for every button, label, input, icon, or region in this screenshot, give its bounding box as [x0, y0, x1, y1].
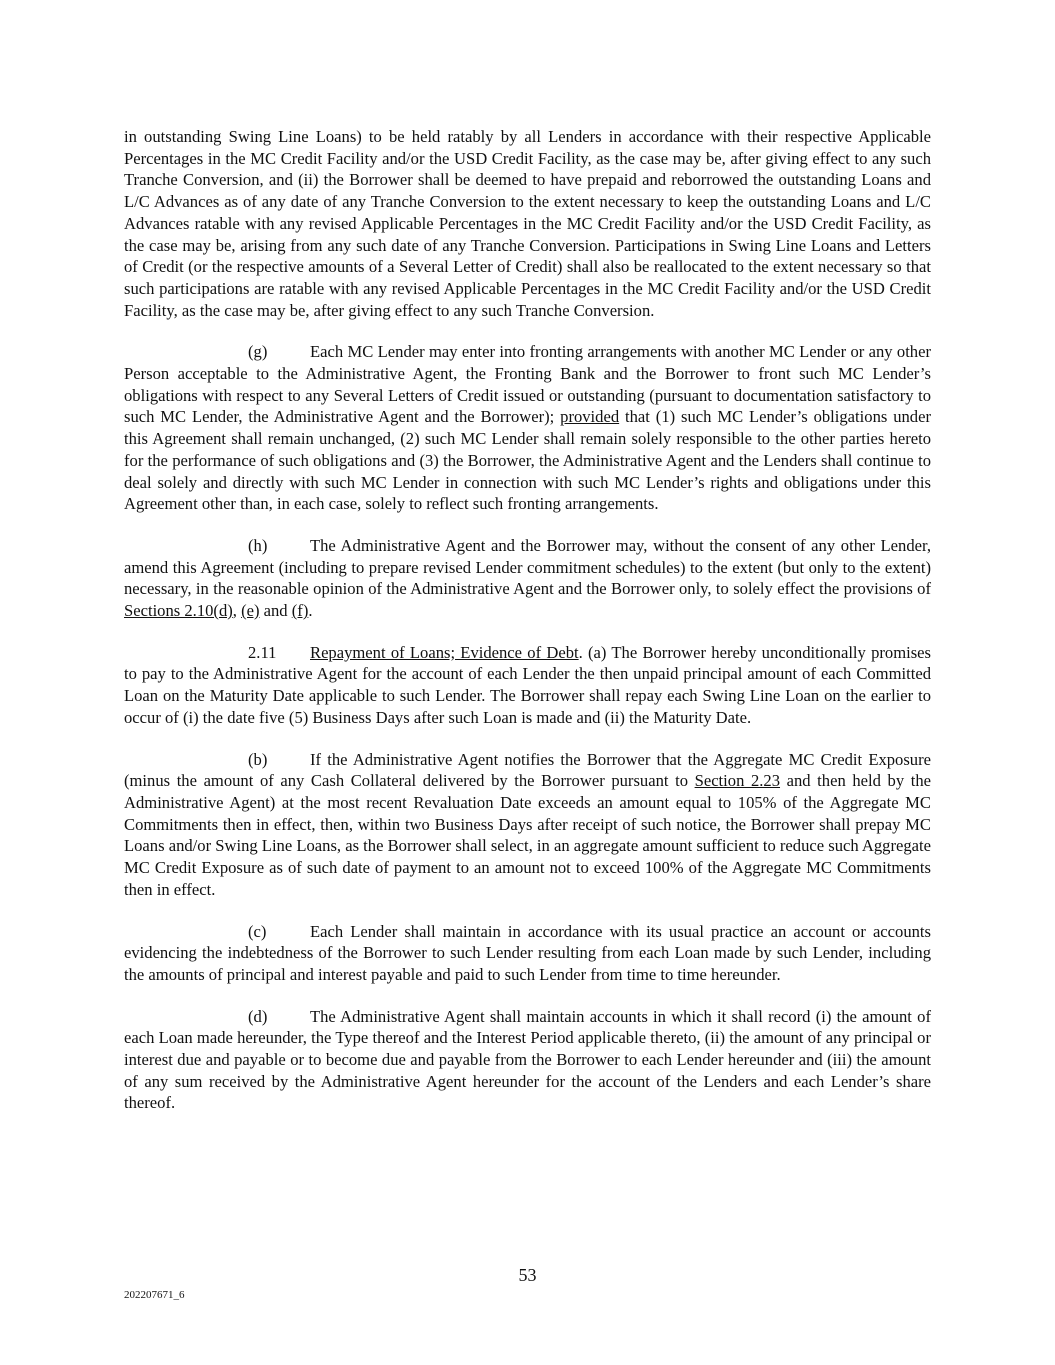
- defined-term-provided: provided: [560, 407, 620, 427]
- paragraph-label: (b): [248, 749, 268, 769]
- paragraph-label: (d): [248, 1006, 268, 1026]
- section-reference: (f): [291, 601, 309, 621]
- paragraph-h: (h) The Administrative Agent and the Borrower may, without the consent of any other Lender, amend this Agreement (including to prepare revised Lender commitment schedules) to the extent (but only to the extent) necessary, in the reasonable opinion of the Administrative Agent and the Borrower only, to solely effect the provisions of Sections 2.10(d), (e) and (f).: [124, 535, 931, 621]
- paragraph-continuation: in outstanding Swing Line Loans) to be held ratably by all Lenders in accordance with their respective Applicable Percentages in the MC Credit Facility and/or the USD Credit Facility, as the case may be, after giving effect to any such Tranche Conversion, and (ii) the Borrower shall be deemed to have prepaid and reborrowed the outstanding Loans and L/C Advances as of any date of any Tranche Conversion to the extent necessary to keep the outstanding Loans and L/C Advances ratable with any revised Applicable Percentages in the MC Credit Facility and/or the USD Credit Facility, as the case may be, arising from any such date of any Tranche Conversion. Participations in Swing Line Loans and Letters of Credit (or the respective amounts of a Several Letter of Credit) shall also be reallocated to the extent necessary so that such participations are ratable with any revised Applicable Percentages in the MC Credit Facility and/or the USD Credit Facility, as the case may be, after giving effect to any such Tranche Conversion.: [124, 127, 931, 320]
- paragraph-label: (g): [248, 342, 268, 362]
- paragraph-label: (h): [248, 535, 268, 555]
- document-id: 202207671_6: [124, 1289, 185, 1301]
- paragraph-d: (d) The Administrative Agent shall maintain accounts in which it shall record (i) the amount of each Loan made hereunder, the Type thereof and the Interest Period applicable thereto, (ii) the amount of any principal or interest due and payable or to become due and payable from the Borrower to each Lender hereunder and (iii) the amount of any sum received by the Administrative Agent hereunder for the account of the Lenders and each Lender’s share thereof.: [124, 1006, 931, 1113]
- section-reference: Section 2.23: [694, 771, 781, 791]
- paragraph-b: (b) If the Administrative Agent notifies the Borrower that the Aggregate MC Credit Exposure (minus the amount of any Cash Collateral delivered by the Borrower pursuant to Section 2.23 and then held by the Administrative Agent) at the most recent Revaluation Date exceeds an amount equal to 105% of the Aggregate MC Commitments then in effect, then, within two Business Days after receipt of such notice, the Borrower shall prepay MC Loans and/or Swing Line Loans, as the Borrower shall select, in an aggregate amount sufficient to reduce such Aggregate MC Credit Exposure as of such date of payment to an amount not to exceed 100% of the Aggregate MC Commitments then in effect.: [124, 749, 932, 899]
- section-number: 2.11: [248, 642, 277, 662]
- section-reference: Sections 2.10(d): [124, 601, 233, 621]
- section-heading: Repayment of Loans; Evidence of Debt: [310, 642, 579, 662]
- paragraph-g: (g) Each MC Lender may enter into fronting arrangements with another MC Lender or any other Person acceptable to the Administrative Agent, the Fronting Bank and the Borrower to front such MC Lender’s obligations with respect to any Several Letters of Credit issued or outstanding (pursuant to documentation satisfactory to such MC Lender, the Administrative Agent and the Borrower); provided that (1) such MC Lender’s obligations under this Agreement shall remain unchanged, (2) such MC Lender shall remain solely responsible to the other parties hereto for the performance of such obligations and (3) the Borrower, the Administrative Agent and the Lenders shall continue to deal solely and directly with such MC Lender in connection with such MC Lender’s rights and obligations under this Agreement other than, in each case, solely to reflect such fronting arrangements.: [124, 342, 931, 514]
- document-body: [124, 126, 931, 1134]
- section-reference: (e): [241, 601, 260, 621]
- paragraph-label: (c): [248, 921, 267, 941]
- section-2-11: 2.11 Repayment of Loans; Evidence of Debt. (a) The Borrower hereby unconditionally promises to pay to the Administrative Agent for the account of each Lender the then unpaid principal amount of each Committed Loan on the Maturity Date applicable to such Lender. The Borrower shall repay each Swing Line Loan on the earlier to occur of (i) the date five (5) Business Days after such Loan is made and (ii) the Maturity Date.: [124, 642, 932, 727]
- paragraph-c: (c) Each Lender shall maintain in accordance with its usual practice an account or accounts evidencing the indebtedness of the Borrower to such Lender resulting from each Loan made by such Lender, including the amounts of principal and interest payable and paid to such Lender from time to time hereunder.: [124, 921, 931, 984]
- page-number: 53: [518, 1265, 537, 1285]
